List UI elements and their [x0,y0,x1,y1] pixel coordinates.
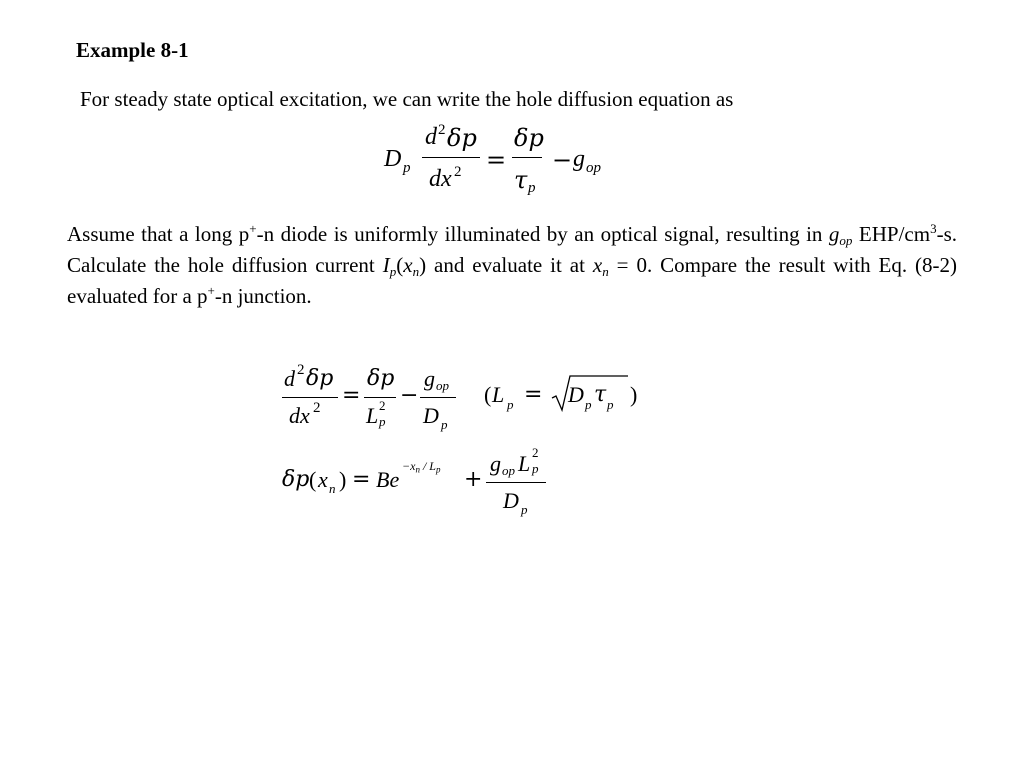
problem-statement: Assume that a long p+-n diode is uniformly illuminated by an optical signal, resulting in $g_{op}$ EHP/$cm^3-s$. Calculate the hole diffusion current $I_p(x_n)$ and evaluate it at $x_n = 0$. Compare the result with Eq. (8-2) evaluated for a p+-n junction. [67,220,958,308]
equation-normalized: d 2 δp dx 2 = δp L 2 p − g op D p ( L p = D p τ p ) [284,362,638,432]
example-title: Example 8-1 [76,38,189,62]
intro-text: For steady state optical excitation, we can write the hole diffusion equation as [80,87,734,111]
equation-diffusion: D p d 2 δp dx 2 = δp τ p − g op [384,122,601,196]
equation-solution: δp ( x n ) = Be $-x_n / L_p$ + g op L 2 p D p [280,445,560,525]
